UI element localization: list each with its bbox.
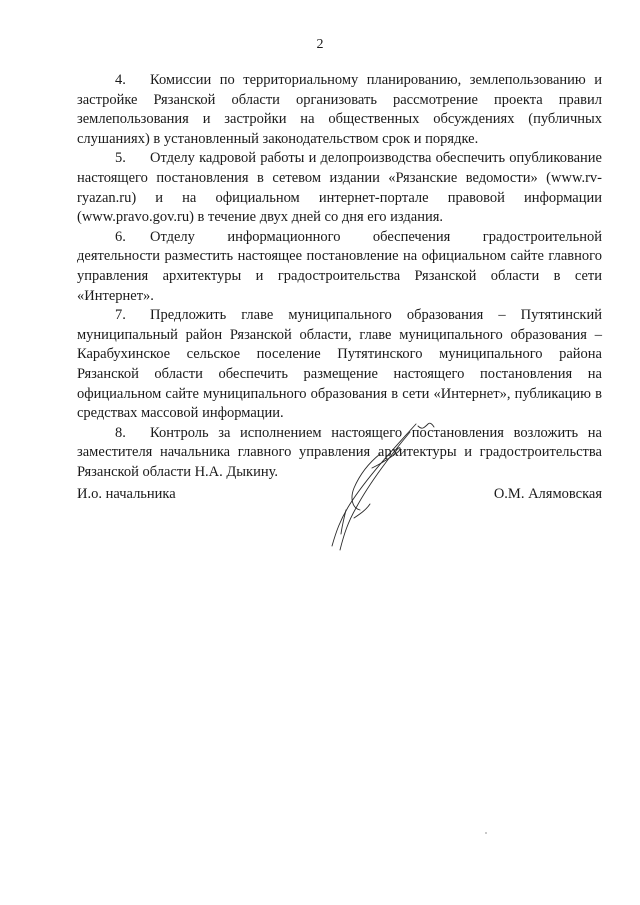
paragraph-5 (77, 149, 602, 227)
paragraph-text: Комиссии по территориальному планированию, землепользованию и застройке Рязанской области организовать рассмотрение проекта правил землепользования и застройки на общественных обсуждениях (публичных слушаниях) в установленный законодательством срок и порядке. (77, 72, 602, 147)
paragraph-number: 4. (115, 72, 126, 88)
paragraph-7 (77, 306, 602, 424)
paragraph-number: 5. (115, 150, 126, 167)
scan-speck (485, 832, 487, 834)
signature-block (77, 485, 602, 507)
paragraph-number: 8. (115, 424, 126, 441)
paragraph-text: Отделу информационного обеспечения градостроительной деятельности разместить настоящее постановление на официальном сайте главного управления архитектуры и градостроительства Рязанской области в сети «Интернет». (77, 228, 602, 304)
signer-position: И.о. начальника (77, 486, 176, 502)
page-number: 2 (316, 37, 324, 52)
signer-name: О.М. Алямовская (493, 486, 602, 502)
paragraph-text: Контроль за исполнением настоящего постановления возложить на заместителя начальника главного управления архитектуры и градостроительства Рязанской области Н.А. Дыкину. (77, 424, 602, 480)
paragraph-4 (77, 71, 602, 149)
paragraph-text: Предложить главе муниципального образования – Путятинский муниципальный район Рязанской области, главе муниципального образования – Карабухинское сельское поселение Путятинского муниципального района Рязанской области обеспечить размещение настоящего постановления на официальном сайте муниципального образования в сети «Интернет», публикацию в средствах массовой информации. (77, 307, 602, 422)
paragraph-text: Отделу кадровой работы и делопроизводства обеспечить опубликование настоящего постановления в сетевом издании «Рязанские ведомости» (www.rv-ryazan.ru) и на официальном интернет-портале правовой информации (www.pravo.gov.ru) в течение двух дней со дня его издания. (77, 150, 602, 226)
paragraph-number: 7. (115, 307, 126, 324)
paragraph-number: 6. (115, 228, 126, 245)
paragraph-6 (77, 228, 602, 306)
